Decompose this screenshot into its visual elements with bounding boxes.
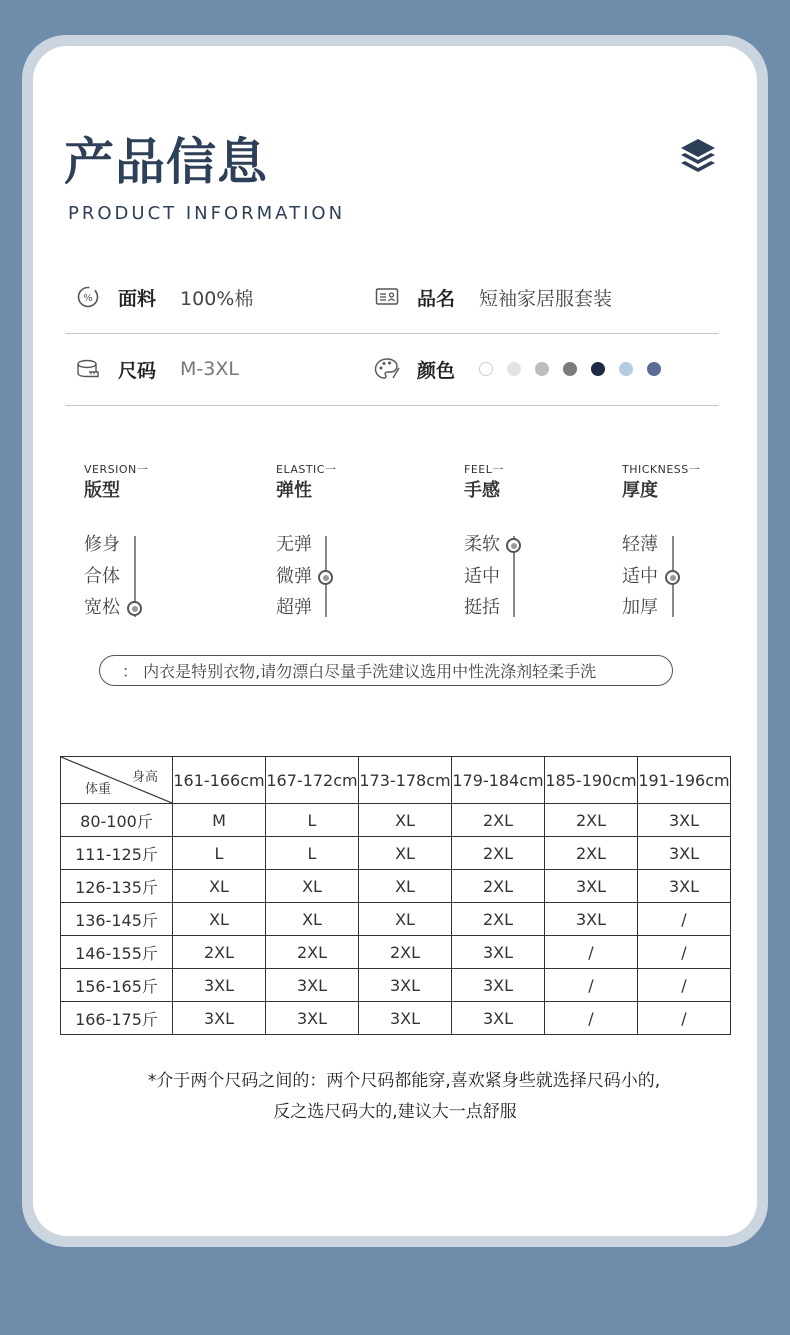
size-cell: 2XL	[452, 804, 545, 837]
scale-selected-marker	[127, 601, 142, 616]
table-row	[61, 903, 731, 936]
attr-elastic	[276, 462, 426, 504]
color-label: 颜色	[417, 359, 456, 382]
attr-version	[84, 462, 234, 504]
size-cell: 3XL	[173, 969, 266, 1002]
size-cell: M	[173, 804, 266, 837]
size-cell: 2XL	[359, 936, 452, 969]
scale-option: 挺括	[464, 597, 500, 618]
size-cell: XL	[173, 903, 266, 936]
table-row	[61, 1002, 731, 1035]
fabric-label: 面料	[118, 287, 157, 310]
color-swatch	[619, 362, 633, 376]
height-header: 191-196cm	[638, 757, 731, 804]
corner-weight-label: 体重	[85, 782, 112, 797]
table-row	[61, 969, 731, 1002]
size-value: M-3XL	[180, 358, 239, 380]
scale-option: 适中	[464, 566, 500, 587]
weight-cell: 80-100斤	[61, 804, 173, 837]
scale-option: 加厚	[622, 597, 658, 618]
size-cell: XL	[359, 870, 452, 903]
table-row	[61, 870, 731, 903]
weight-cell: 136-145斤	[61, 903, 173, 936]
size-cell: 3XL	[452, 936, 545, 969]
size-cell: 2XL	[545, 804, 638, 837]
scale-option: 轻薄	[622, 534, 658, 555]
size-cell: XL	[266, 903, 359, 936]
size-cell: 3XL	[452, 969, 545, 1002]
attr-thickness-zh: 厚度	[622, 480, 658, 501]
page-subtitle: PRODUCT INFORMATION	[68, 203, 346, 224]
size-chart-table	[60, 756, 731, 1035]
table-row	[61, 837, 731, 870]
table-row	[61, 936, 731, 969]
height-header: 167-172cm	[266, 757, 359, 804]
size-cell: XL	[173, 870, 266, 903]
height-header: 161-166cm	[173, 757, 266, 804]
size-cell: /	[545, 969, 638, 1002]
size-cell: /	[638, 1002, 731, 1035]
size-cell: XL	[359, 903, 452, 936]
color-swatch	[507, 362, 521, 376]
scale-option: 修身	[84, 534, 120, 555]
color-swatch	[535, 362, 549, 376]
attr-version-zh: 版型	[84, 480, 120, 501]
scale-option: 合体	[84, 566, 120, 587]
fabric-value: 100%棉	[180, 287, 254, 310]
name-tag-icon	[374, 284, 400, 310]
size-cell: 3XL	[638, 804, 731, 837]
color-swatch	[563, 362, 577, 376]
weight-cell: 126-135斤	[61, 870, 173, 903]
weight-cell: 156-165斤	[61, 969, 173, 1002]
size-cell: L	[173, 837, 266, 870]
height-header: 173-178cm	[359, 757, 452, 804]
size-cell: 3XL	[638, 870, 731, 903]
weight-cell: 111-125斤	[61, 837, 173, 870]
size-cell: 3XL	[359, 969, 452, 1002]
footnote-line-1: *介于两个尺码之间的：两个尺码都能穿,喜欢紧身些就选择尺码小的,	[147, 1071, 661, 1091]
size-cell	[75, 333, 239, 405]
size-cell: XL	[359, 837, 452, 870]
info-row-1	[65, 261, 719, 334]
size-cell: 3XL	[638, 837, 731, 870]
size-cell: 2XL	[173, 936, 266, 969]
size-cell: 2XL	[545, 837, 638, 870]
tape-measure-icon	[75, 356, 101, 382]
color-swatch	[591, 362, 605, 376]
size-cell: /	[638, 903, 731, 936]
size-cell: XL	[359, 804, 452, 837]
color-swatch	[479, 362, 493, 376]
svg-text:%: %	[83, 293, 93, 304]
scale-option: 微弹	[276, 566, 312, 587]
size-cell: 3XL	[173, 1002, 266, 1035]
scale-selected-marker	[506, 538, 521, 553]
size-cell: /	[638, 969, 731, 1002]
attr-thickness-en: THICKNESS一	[622, 463, 701, 476]
scale-option: 适中	[622, 566, 658, 587]
info-row-2	[65, 333, 719, 406]
size-cell: 3XL	[452, 1002, 545, 1035]
color-swatches	[479, 362, 675, 376]
attr-elastic-zh: 弹性	[276, 480, 312, 501]
scale-option: 柔软	[464, 534, 500, 555]
weight-cell: 146-155斤	[61, 936, 173, 969]
scale-option: 超弹	[276, 597, 312, 618]
height-header: 179-184cm	[452, 757, 545, 804]
care-notice: ： 内衣是特别衣物,请勿漂白尽量手洗建议选用中性洗涤剂轻柔手洗	[99, 655, 673, 686]
size-cell: L	[266, 804, 359, 837]
attr-feel-zh: 手感	[464, 480, 500, 501]
name-value: 短袖家居服套装	[479, 287, 613, 310]
layers-icon	[678, 136, 718, 176]
size-cell: 2XL	[452, 870, 545, 903]
color-swatch	[647, 362, 661, 376]
attr-version-en: VERSION一	[84, 463, 149, 476]
color-cell	[374, 333, 675, 405]
size-cell: 2XL	[266, 936, 359, 969]
weight-cell: 166-175斤	[61, 1002, 173, 1035]
scale-option: 宽松	[84, 597, 120, 618]
size-cell: L	[266, 837, 359, 870]
page-title: 产品信息	[64, 133, 268, 191]
scale-selected-marker	[318, 570, 333, 585]
size-cell: 3XL	[266, 969, 359, 1002]
size-cell: XL	[266, 870, 359, 903]
size-cell: 3XL	[545, 870, 638, 903]
size-cell: /	[545, 1002, 638, 1035]
name-label: 品名	[417, 287, 456, 310]
attr-thickness	[622, 462, 772, 504]
name-cell	[374, 261, 612, 333]
size-cell: 2XL	[452, 903, 545, 936]
size-cell: 3XL	[359, 1002, 452, 1035]
size-cell: 3XL	[266, 1002, 359, 1035]
size-cell: 3XL	[545, 903, 638, 936]
size-cell: 2XL	[452, 837, 545, 870]
table-row	[61, 804, 731, 837]
palette-icon	[374, 356, 400, 382]
size-cell: /	[638, 936, 731, 969]
attr-feel	[464, 462, 614, 504]
fabric-percent-icon	[75, 284, 101, 310]
fabric-cell	[75, 261, 253, 333]
table-header-row	[61, 757, 731, 804]
attr-feel-en: FEEL一	[464, 463, 504, 476]
footnote-line-2: 反之选尺码大的,建议大一点舒服	[273, 1102, 517, 1122]
size-label: 尺码	[118, 359, 157, 382]
attr-elastic-en: ELASTIC一	[276, 463, 337, 476]
height-header: 185-190cm	[545, 757, 638, 804]
corner-height-label: 身高	[131, 770, 158, 785]
scale-selected-marker	[665, 570, 680, 585]
size-cell: /	[545, 936, 638, 969]
scale-option: 无弹	[276, 534, 312, 555]
table-corner-cell	[61, 757, 173, 804]
